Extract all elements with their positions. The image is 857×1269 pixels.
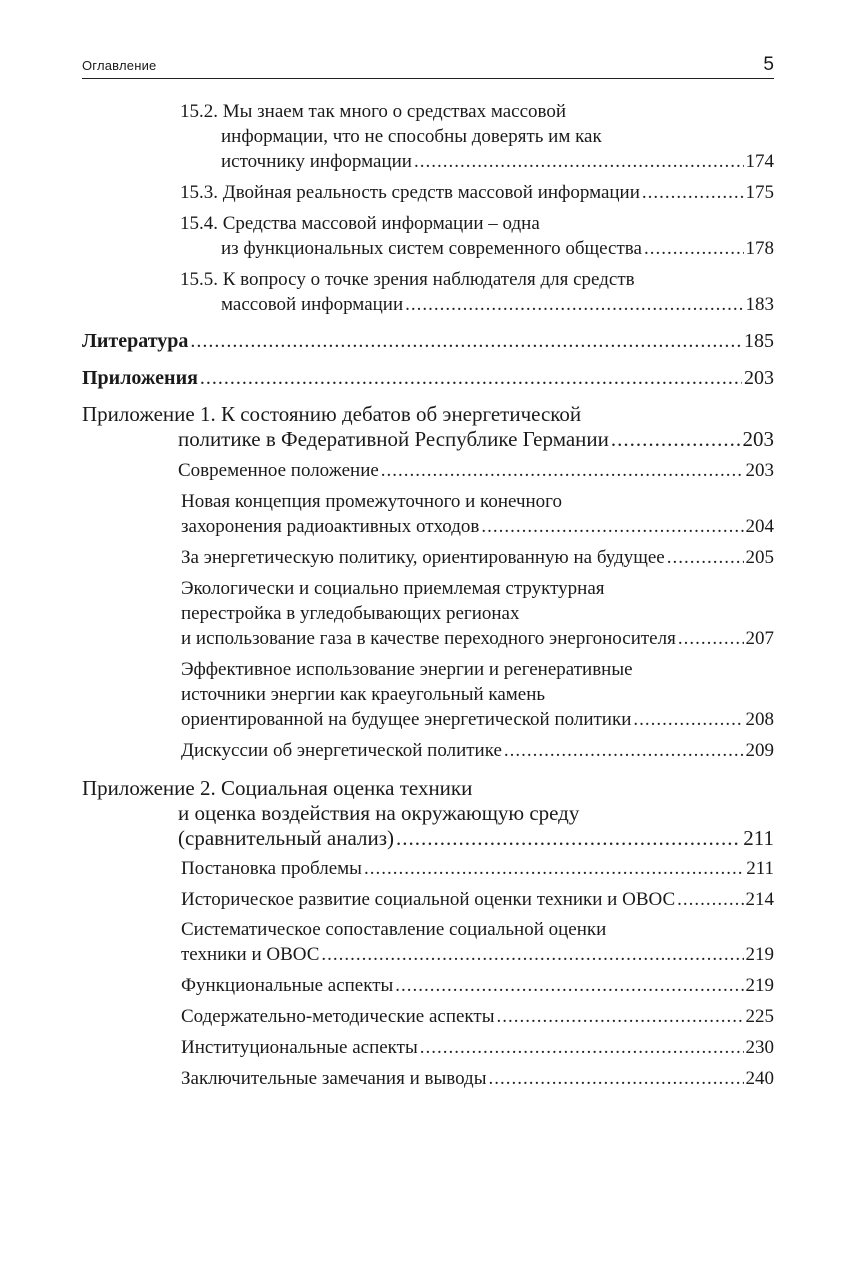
toc-page-number: 175 [745, 182, 774, 203]
dot-leader [496, 1005, 743, 1029]
toc-entry-appendix-2[interactable] [178, 826, 774, 850]
toc-entry-title: Функциональные аспекты [181, 975, 394, 996]
toc-entry-15-2[interactable] [221, 150, 774, 174]
toc-page-number: 183 [745, 294, 774, 315]
dot-leader [420, 1036, 744, 1060]
toc-entry-a1-3[interactable] [181, 546, 774, 570]
toc-entry-a2-3[interactable] [181, 943, 774, 967]
page-number: 5 [763, 54, 774, 75]
toc-entry-a2-3-line2: техники и ОВОС [181, 944, 320, 965]
toc-entry-title: Современное положение [178, 460, 379, 481]
toc-entry-15-5[interactable] [221, 293, 774, 317]
toc-entry-a2-4[interactable] [181, 974, 774, 998]
toc-entry-a2-1[interactable] [181, 857, 774, 881]
dot-leader [396, 826, 741, 850]
toc-entry-a1-5-line3: ориентированной на будущее энергетической политики [181, 709, 632, 730]
toc-entry-appendix-1-line1: Приложение 1. К состоянию дебатов об энергетической [82, 402, 582, 426]
dot-leader [381, 459, 744, 483]
toc-entry-title: Дискуссии об энергетической политике [181, 740, 502, 761]
toc-entry-15-5-line2: массовой информации [221, 294, 404, 315]
toc-entry-title: Историческое развитие социальной оценки техники и ОВОС [181, 889, 676, 910]
dot-leader [633, 708, 743, 732]
toc-entry-appendix-2-line2: и оценка воздействия на окружающую среду [178, 801, 580, 825]
toc-page-number: 214 [745, 889, 774, 910]
toc-entry-15-5-line1: 15.5. К вопросу о точке зрения наблюдателя для средств [180, 269, 635, 290]
dot-leader [611, 427, 741, 451]
toc-entry-a1-5-line2: источники энергии как краеугольный камень [181, 684, 546, 705]
toc-entry-15-4-line2: из функциональных систем современного общества [221, 238, 642, 259]
dot-leader [504, 739, 744, 763]
toc-entry-a1-4-line2: перестройка в угледобывающих регионах [181, 603, 520, 624]
toc-entry-15-4[interactable] [221, 237, 774, 261]
dot-leader [200, 366, 742, 390]
toc-entry-15-2-line2: информации, что не способны доверять им как [221, 126, 602, 147]
toc-entry-a2-7[interactable] [181, 1067, 774, 1091]
toc-entry-a1-2[interactable] [181, 515, 774, 539]
toc-page-number: 219 [745, 975, 774, 996]
toc-entry-literature[interactable] [82, 329, 774, 353]
toc-page-number: 225 [745, 1006, 774, 1027]
dot-leader [678, 627, 744, 651]
running-header [82, 54, 774, 79]
toc-entry-title: Приложения [82, 367, 198, 389]
dot-leader [414, 150, 744, 174]
toc-page-number: 203 [742, 427, 774, 451]
toc-entry-15-4-line1: 15.4. Средства массовой информации – одна [180, 213, 540, 234]
toc-page-number: 219 [745, 944, 774, 965]
toc-entry-title: Постановка проблемы [181, 858, 362, 879]
toc-page-number: 211 [746, 858, 774, 879]
toc-page-number: 208 [745, 709, 774, 730]
toc-entry-a2-6[interactable] [181, 1036, 774, 1060]
dot-leader [644, 237, 744, 261]
dot-leader [481, 515, 743, 539]
toc-page-number: 203 [745, 460, 774, 481]
dot-leader [488, 1067, 743, 1091]
toc-entry-appendix-1-line2: политике в Федеративной Республике Германии [178, 427, 609, 451]
dot-leader [405, 293, 743, 317]
dot-leader [667, 546, 744, 570]
toc-entry-15-2-line3: источнику информации [221, 151, 412, 172]
toc-entry-appendix-2-line1: Приложение 2. Социальная оценка техники [82, 776, 473, 800]
toc-page-number: 240 [745, 1068, 774, 1089]
toc-entry-a1-4[interactable] [181, 627, 774, 651]
toc-entry-a2-5[interactable] [181, 1005, 774, 1029]
toc-entry-a1-5[interactable] [181, 708, 774, 732]
dot-leader [364, 857, 744, 881]
toc-page-number: 185 [744, 330, 774, 352]
toc-entry-15-2-line1: 15.2. Мы знаем так много о средствах массовой [180, 101, 567, 122]
dot-leader [395, 974, 743, 998]
toc-page-number: 178 [745, 238, 774, 259]
dot-leader [190, 329, 742, 353]
toc-entry-title: 15.3. Двойная реальность средств массовой информации [180, 182, 640, 203]
toc-entry-a2-3-line1: Систематическое сопоставление социальной оценки [181, 919, 607, 940]
toc-entry-title: Содержательно-методические аспекты [181, 1006, 495, 1027]
toc-entry-a1-4-line3: и использование газа в качестве переходного энергоносителя [181, 628, 676, 649]
toc-entry-title: Литература [82, 330, 189, 352]
toc-entry-appendix-2-line3: (сравнительный анализ) [178, 826, 394, 850]
toc-entry-a1-4-line1: Экологически и социально приемлемая структурная [181, 578, 605, 599]
toc-page-number: 230 [745, 1037, 774, 1058]
toc-entry-a1-5-line1: Эффективное использование энергии и регенеративные [181, 659, 633, 680]
toc-entry-title: За энергетическую политику, ориентированную на будущее [181, 547, 665, 568]
toc-entry-a1-2-line2: захоронения радиоактивных отходов [181, 516, 480, 537]
toc-entry-a2-2[interactable] [181, 888, 774, 912]
toc-entry-15-3[interactable] [180, 181, 774, 205]
toc-entry-a1-2-line1: Новая концепция промежуточного и конечного [181, 491, 562, 512]
toc-entry-appendix-1[interactable] [178, 427, 774, 451]
toc-page-number: 205 [745, 547, 774, 568]
toc-entry-a1-6[interactable] [181, 739, 774, 763]
toc-entry-title: Институциональные аспекты [181, 1037, 418, 1058]
running-header-title: Оглавление [82, 58, 157, 73]
dot-leader [677, 888, 743, 912]
toc-entry-title: Заключительные замечания и выводы [181, 1068, 487, 1089]
toc-page-number: 211 [743, 826, 774, 850]
dot-leader [642, 181, 744, 205]
toc-page-number: 203 [744, 367, 774, 389]
toc-page-number: 209 [745, 740, 774, 761]
toc-entry-appendices[interactable] [82, 366, 774, 390]
toc-page-number: 174 [745, 151, 774, 172]
dot-leader [321, 943, 743, 967]
toc-page-number: 207 [745, 628, 774, 649]
toc-entry-a1-1[interactable] [178, 459, 774, 483]
toc-page-number: 204 [745, 516, 774, 537]
